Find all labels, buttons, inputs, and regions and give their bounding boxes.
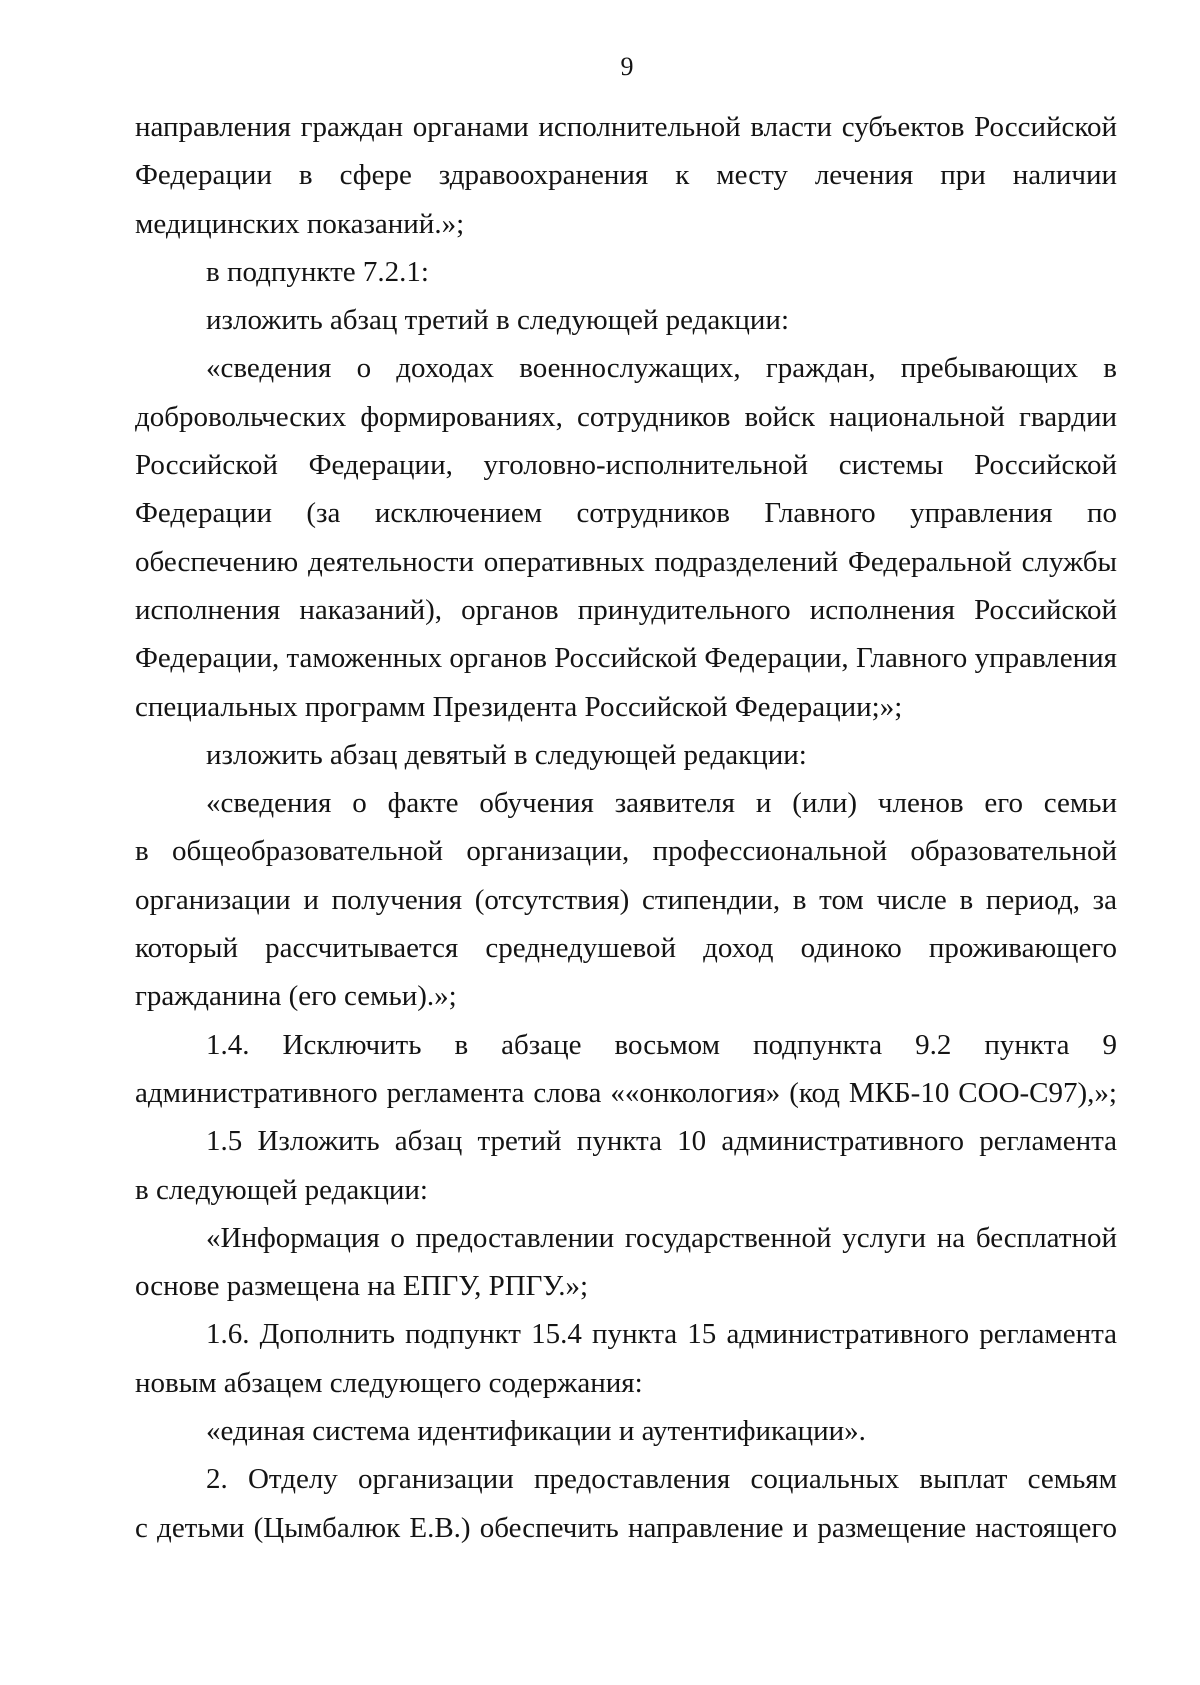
text-line: Федерации, таможенных органов Российской Федерации, Главного управления bbox=[135, 642, 1117, 675]
text-line: гражданина (его семьи).»; bbox=[135, 980, 457, 1013]
text-line: 2. Отделу организации предоставления социальных выплат семьям bbox=[206, 1463, 1117, 1496]
text-line: медицинских показаний.»; bbox=[135, 207, 465, 240]
text-line: «сведения о факте обучения заявителя и (или) членов его семьи bbox=[206, 787, 1117, 820]
text-line: административного регламента слова ««онкология» (код МКБ-10 СОО-С97),»; bbox=[135, 1076, 1117, 1109]
text-line: изложить абзац девятый в следующей редакции: bbox=[206, 738, 807, 771]
text-line: Российской Федерации, уголовно-исполнительной системы Российской bbox=[135, 449, 1117, 482]
text-line: организации и получения (отсутствия) стипендии, в том числе в период, за bbox=[135, 883, 1117, 916]
text-line: 1.5 Изложить абзац третий пункта 10 административного регламента bbox=[206, 1125, 1117, 1158]
text-line: изложить абзац третий в следующей редакции: bbox=[206, 304, 790, 337]
text-line: в общеобразовательной организации, профессиональной образовательной bbox=[135, 835, 1117, 868]
text-line: «сведения о доходах военнослужащих, граждан, пребывающих в bbox=[206, 352, 1117, 385]
text-line: направления граждан органами исполнительной власти субъектов Российской bbox=[135, 111, 1117, 143]
text-line: новым абзацем следующего содержания: bbox=[135, 1366, 643, 1399]
text-line: с детьми (Цымбалюк Е.В.) обеспечить направление и размещение настоящего bbox=[135, 1511, 1117, 1544]
text-line: «Информация о предоставлении государственной услуги на бесплатной bbox=[206, 1221, 1117, 1254]
document-body bbox=[135, 103, 1117, 1552]
text-line: «единая система идентификации и аутентификации». bbox=[206, 1415, 866, 1448]
text-line: основе размещена на ЕПГУ, РПГУ.»; bbox=[135, 1270, 589, 1303]
text-line: в подпункте 7.2.1: bbox=[206, 255, 429, 288]
text-line: 1.6. Дополнить подпункт 15.4 пункта 15 административного регламента bbox=[206, 1318, 1117, 1351]
text-line: 1.4. Исключить в абзаце восьмом подпункта 9.2 пункта 9 bbox=[206, 1028, 1117, 1061]
page-number: 9 bbox=[620, 52, 634, 81]
text-line: специальных программ Президента Российской Федерации;»; bbox=[135, 690, 903, 723]
text-line: обеспечению деятельности оперативных подразделений Федеральной службы bbox=[135, 545, 1117, 578]
text-line: исполнения наказаний), органов принудительного исполнения Российской bbox=[135, 593, 1117, 626]
text-line: добровольческих формированиях, сотрудников войск национальной гвардии bbox=[135, 400, 1117, 433]
text-line: который рассчитывается среднедушевой доход одиноко проживающего bbox=[135, 932, 1117, 965]
text-line: Федерации в сфере здравоохранения к месту лечения при наличии bbox=[135, 159, 1117, 192]
text-line: в следующей редакции: bbox=[135, 1173, 428, 1206]
text-line: Федерации (за исключением сотрудников Главного управления по bbox=[135, 497, 1117, 530]
